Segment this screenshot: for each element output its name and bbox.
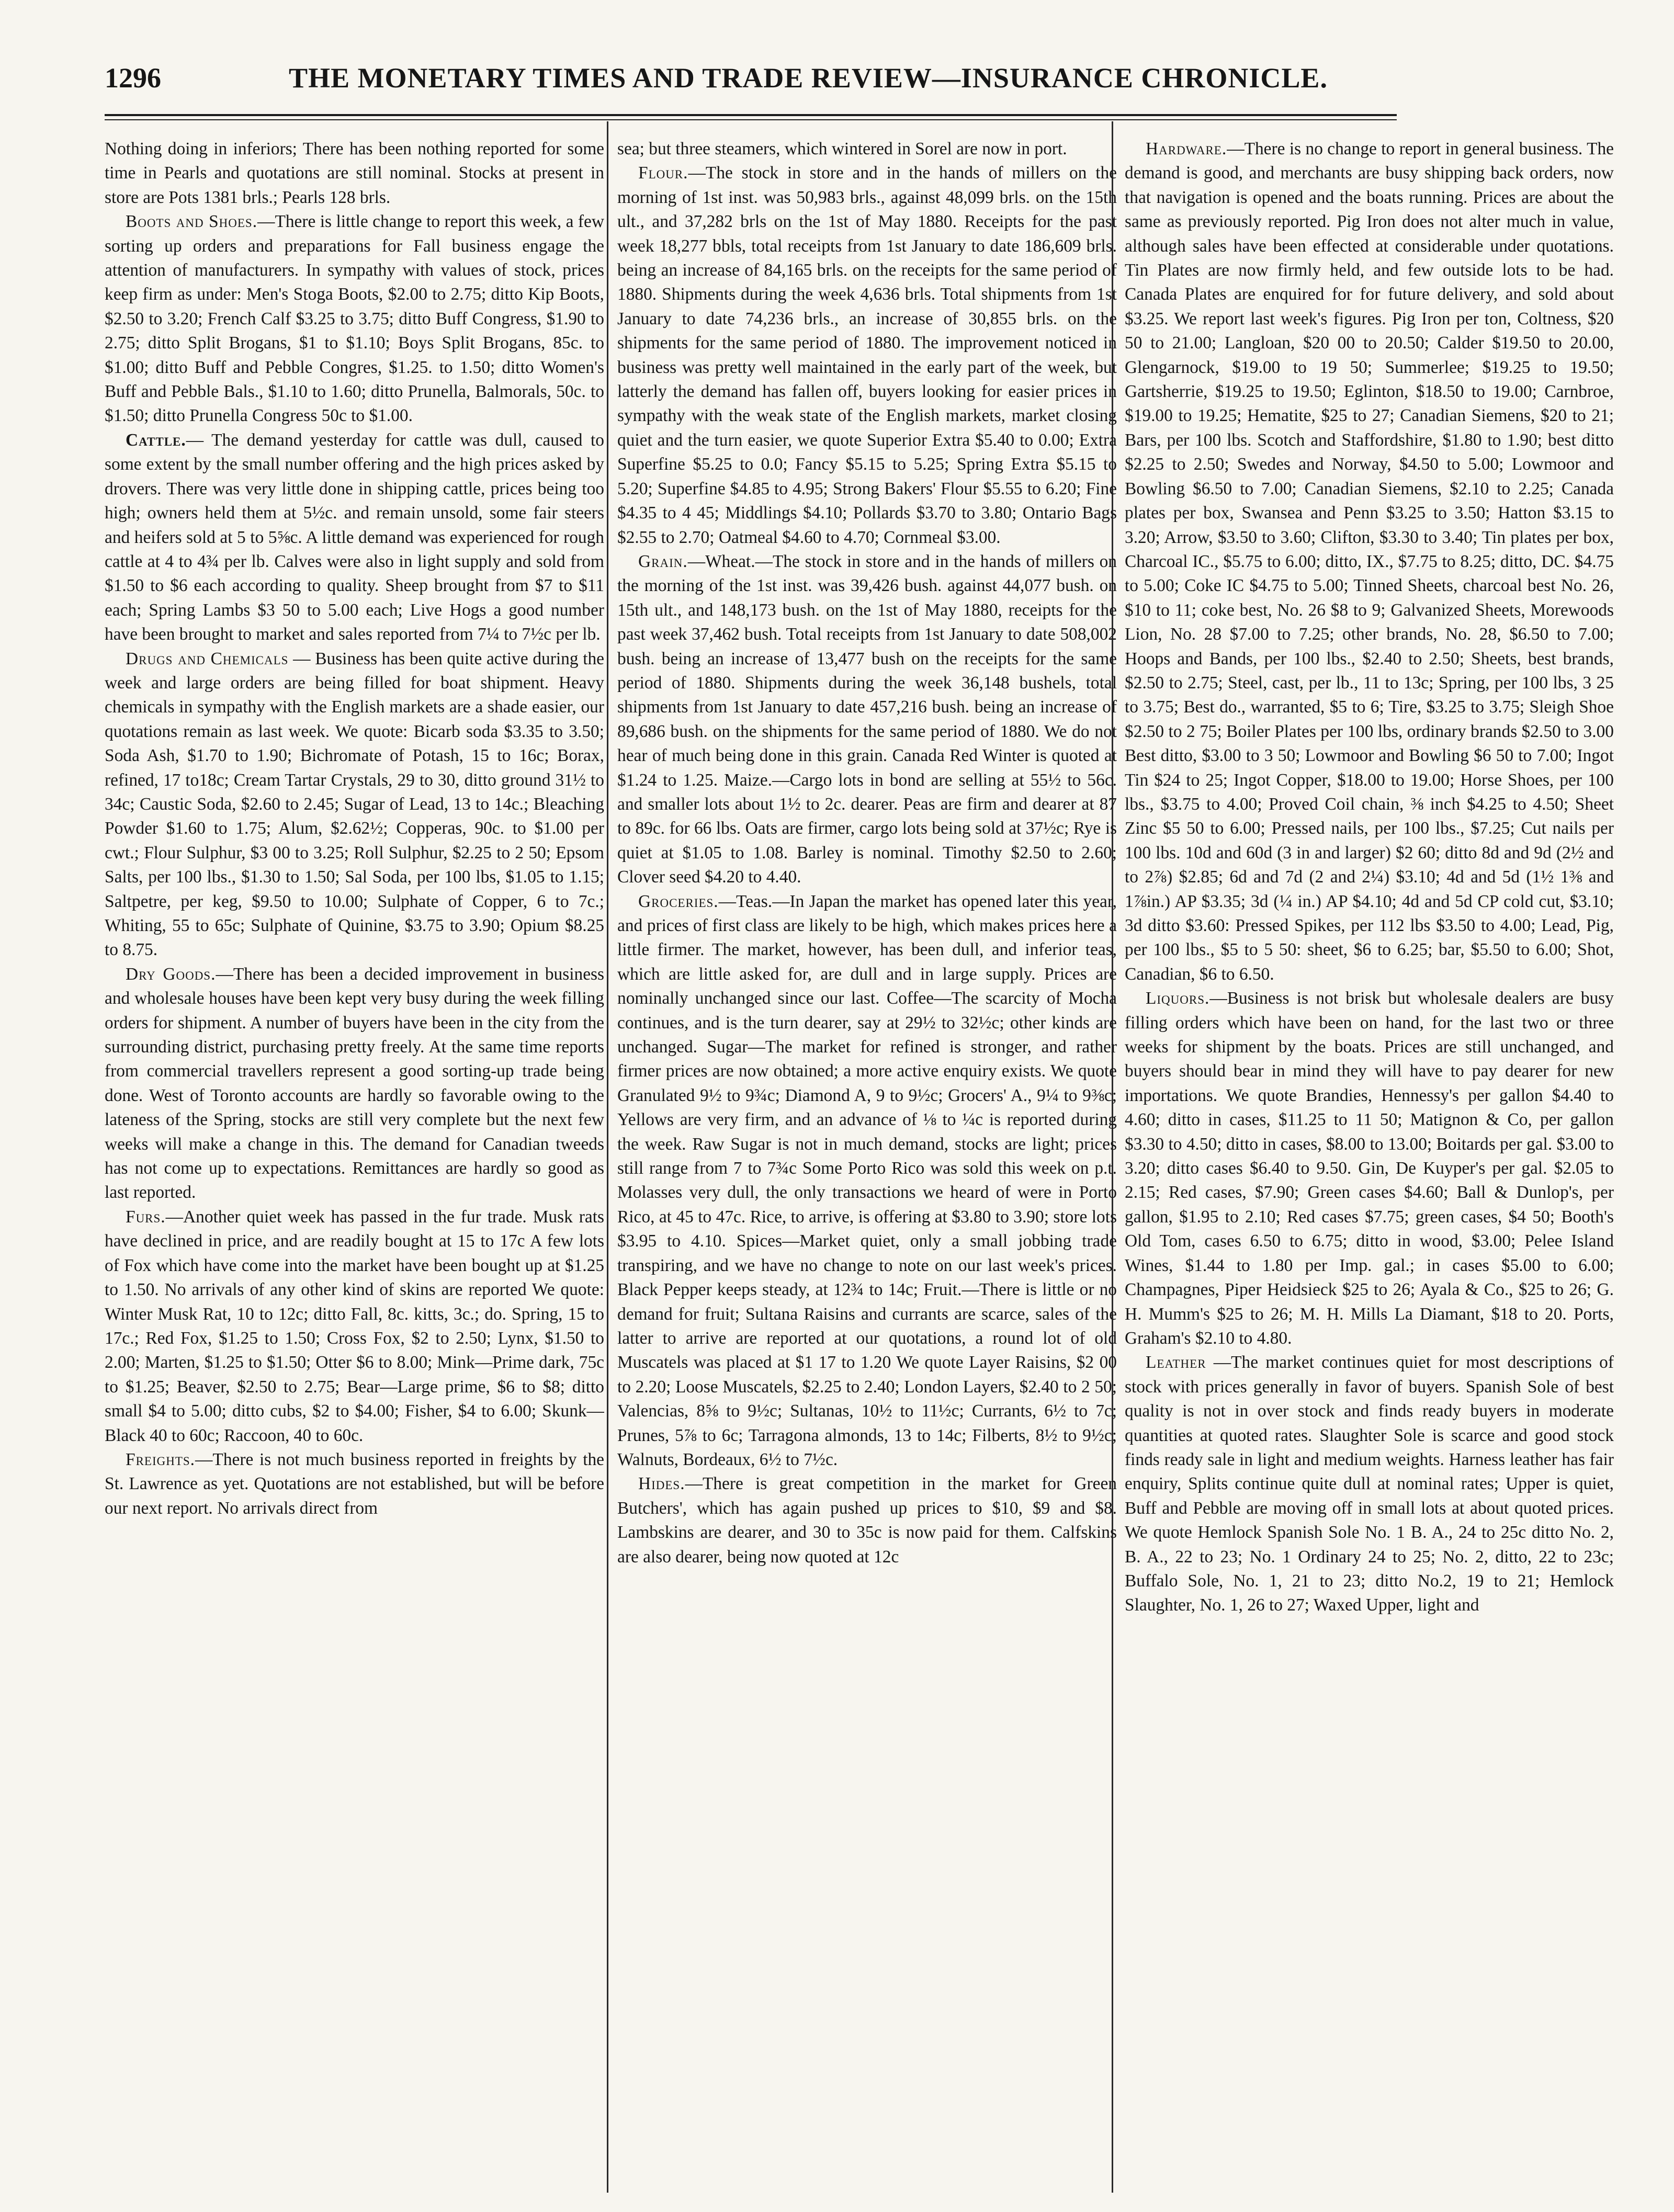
section-heading: Liquors. bbox=[1146, 989, 1210, 1008]
article-body: —Another quiet week has passed in the fur trade. Musk rats have declined in price, and are readily bought at 15 to 17c A few lots of Fox which have come into the market have been bought up at $1.25 to 1.50. No arrivals of any other kind of skins are reported We quote: Winter Musk Rat, 10 to 12c; ditto Fall, 8c. kitts, 3c.; do. Spring, 15 to 17c.; Red Fox, $1.25 to 1.50; Cross Fox, $2 to 2.50; Lynx, $1.50 to 2.00; Marten, $1.25 to $1.50; Otter $6 to 8.00; Mink—Prime dark, 75c to $1.25; Beaver, $2.50 to 2.75; Bear—Large prime, $6 to $8; ditto small $4 to 5.00; ditto cubs, $2 to $4.00; Fisher, $4 to 6.00; Skunk—Black 40 to 60c; Raccoon, 40 to 60c. bbox=[105, 1207, 604, 1445]
article-freights bbox=[105, 1448, 604, 1521]
article-body: —Business is not brisk but wholesale dealers are busy filling orders which have been on hand, for the last two or three weeks for shipment by the boats. Prices are still unchanged, and buyers should bear in mind they will have to pay dearer for new importations. We quote Brandies, Hennessy's per gallon $4.40 to 4.60; ditto in cases, $11.25 to 11 50; Matignon & Co, per gallon $3.30 to 4.50; ditto in cases, $8.00 to 13.00; Boitards per gal. $3.00 to 3.20; ditto cases $6.40 to 9.50. Gin, De Kuyper's per gal. $2.05 to 2.15; Red cases, $7.90; Green cases $4.60; Ball & Dunlop's, per gallon, $1.95 to 2.10; Red cases $7.75; green cases, $4 50; Booth's Old Tom, cases 6.50 to 6.75; ditto in wood, $3.00; Pelee Island Wines, $1.44 to 1.80 per Imp. gal.; in cases $5.00 to 6.00; Champagnes, Piper Heidsieck $25 to 26; Ayala & Co., $25 to 26; G. H. Mumm's $25 to 26; M. H. Mills La Diamant, $18 to 20. Ports, Graham's $2.10 to 4.80. bbox=[1125, 989, 1614, 1348]
article-furs bbox=[105, 1205, 604, 1448]
article-boots-and-shoes bbox=[105, 210, 604, 428]
article-body: —The market continues quiet for most descriptions of stock with prices generally in favor of buyers. Spanish Sole of best quality is not in over stock and finds ready buyers in moderate quantities at quoted rates. Slaughter Sole is scarce and good stock finds ready sale in light and medium weights. Harness leather has fair enquiry, Splits continue quite dull at nominal rates; Upper is quiet, Buff and Pebble are moving off in small lots at about quoted prices. We quote Hemlock Spanish Sole No. 1 B. A., 24 to 25c ditto No. 2, B. A., 22 to 23; No. 1 Ordinary 24 to 25; No. 2, ditto, 22 to 23c; Buffalo Sole, No. 1, 21 to 23; ditto No.2, 19 to 21; Hemlock Slaughter, No. 1, 26 to 27; Waxed Upper, light and bbox=[1125, 1353, 1614, 1615]
section-heading: Hardware. bbox=[1146, 139, 1227, 158]
section-heading: Cattle. bbox=[126, 430, 186, 450]
article-body: — Business has been quite active during the week and large orders are being filled for boat shipment. Heavy chemicals in sympathy with the English markets are a shade easier, our quotations remain as last week. We quote: Bicarb soda $3.35 to 3.50; Soda Ash, $1.70 to 1.90; Bichromate of Potash, 15 to 16c; Borax, refined, 17 to18c; Cream Tartar Crystals, 29 to 30, ditto ground 31½ to 34c; Caustic Soda, $2.60 to 2.45; Sugar of Lead, 13 to 14c.; Bleaching Powder $1.60 to 1.75; Alum, $2.62½; Copperas, 90c. to $1.00 per cwt.; Flour Sulphur, $3 00 to 3.25; Roll Sulphur, $2.25 to 2 50; Epsom Salts, per 100 lbs., $1.30 to 1.50; Sal Soda, per 100 lbs, $1.05 to 1.15; Saltpetre, per keg, $9.50 to 10.00; Sulphate of Copper, 6 to 7c.; Whiting, 55 to 65c; Sulphate of Quinine, $3.75 to 3.90; Opium $8.25 to 8.75. bbox=[105, 649, 604, 960]
section-heading: Furs. bbox=[126, 1207, 166, 1227]
article-leather bbox=[1125, 1351, 1614, 1617]
article-body: —Wheat.—The stock in store and in the hands of millers on the morning of the 1st inst. was 39,426 bush. against 44,077 bush. on 15th ult., and 148,173 bush. on the 1st of May 1880, receipts for the past week 37,462 bush. Total receipts from 1st January to date 508,002 bush. being an increase of 13,477 bush on the receipts for the same period of 1880. Shipments during the week 36,148 bushels, total shipments from 1st January to date 457,216 bush. being an increase of 89,686 bush. on the shipments for the same period of 1880. We do not hear of much being done in this grain. Canada Red Winter is quoted at $1.24 to 1.25. Maize.—Cargo lots in bond are selling at 55½ to 56c. and smaller lots about 1½ to 2c. dearer. Peas are firm and dearer at 87 to 89c. for 66 lbs. Oats are firmer, cargo lots being sold at 37½c; Rye is quiet at $1.05 to 1.08. Barley is nominal. Timothy $2.50 to 2.60; Clover seed $4.20 to 4.40. bbox=[617, 551, 1117, 887]
header-rule-thin bbox=[105, 119, 1397, 120]
section-heading: Boots and Shoes. bbox=[126, 212, 258, 232]
page-number: 1296 bbox=[105, 62, 161, 94]
section-heading: Flour. bbox=[638, 163, 688, 183]
section-heading: Groceries. bbox=[638, 891, 719, 911]
article-freights-tail: sea; but three steamers, which wintered in Sorel are now in port. bbox=[617, 139, 1067, 158]
masthead-title: THE MONETARY TIMES AND TRADE REVIEW—INSURANCE CHRONICLE. bbox=[289, 62, 1328, 94]
article-hides bbox=[617, 1472, 1117, 1569]
article-potash-tail: Nothing doing in inferiors; There has been nothing reported for some time in Pearls and quotations are still nominal. Stocks at present in store are Pots 1381 brls.; Pearls 128 brls. bbox=[105, 139, 604, 207]
article-groceries bbox=[617, 890, 1117, 1472]
article-body: —There has been a decided improvement in business and wholesale houses have been kept very busy during the week filling orders for shipment. A number of buyers have been in the city from the surrounding district, purchasing pretty freely. At the same time reports from commercial travellers represent a good sorting-up trade being done. West of Toronto accounts are hardly so favorable owing to the lateness of the Spring, stocks are still very complete but the next few weeks will make a change in this. The demand for Canadian tweeds has not come up to expectations. Remittances are hardly so good as last reported. bbox=[105, 964, 604, 1203]
section-heading: Freights. bbox=[126, 1449, 196, 1469]
article-flour bbox=[617, 161, 1117, 550]
article-grain bbox=[617, 550, 1117, 890]
article-body: —There is no change to report in general business. The demand is good, and merchants are busy shipping back orders, now that navigation is opened and the boats running. Prices are about the same as previously reported. Pig Iron does not alter much in value, although sales have been effected at considerable under quotations. Tin Plates are now firmly held, and few outside lots to be had. Canada Plates are enquired for for future delivery, and sold about $3.25. We report last week's figures. Pig Iron per ton, Coltness, $20 50 to 21.00; Langloan, $20 00 to 20.50; Calder $19.50 to 20.00, Glengarnock, $19.00 to 19 50; Summerlee; $19.25 to 19.50; Gartsherrie, $19.25 to 19.50; Eglinton, $18.50 to 19.00; Carnbroe, $19.00 to 19.25; Hematite, $25 to 27; Canadian Siemens, $20 to 21; Bars, per 100 lbs. Scotch and Staffordshire, $1.80 to 1.90; best ditto $2.25 to 2.50; Swedes and Norway, $4.50 to 5.00; Lowmoor and Bowling $6.50 to 7.00; Canadian Siemens, $2.10 to 2.25; Canada plates per box, Swansea and Penn $3.25 to 3.50; Hatton $3.15 to 3.20; Arrow, $3.50 to 3.60; Clifton, $3.30 to 3.40; Tin plates per box, Charcoal IC., $5.75 to 6.00; ditto, IX., $7.75 to 8.25; ditto, DC. $4.75 to 5.00; Coke IC $4.75 to 5.00; Tinned Sheets, charcoal best No. 26, $10 to 11; coke best, No. 26 $8 to 9; Galvanized Sheets, Morewoods Lion, No. 28 $7.00 to 7.25; other brands, No. 28, $6.50 to 7.00; Hoops and Bands, per 100 lbs., $2.40 to 2.50; Sheets, best brands, $2.50 to 2.75; Steel, cast, per lb., 11 to 13c; Spring, per 100 lbs, 3 25 to 3.75; Best do., warranted, $5 to 6; Tire, $3.25 to 3.75; Sleigh Shoe $2.50 to 2 75; Boiler Plates per 100 lbs, ordinary brands $2.50 to 3.00 Best ditto, $3.00 to 3 50; Lowmoor and Bowling $6 50 to 7.00; Ingot Tin $24 to 25; Ingot Copper, $18.00 to 19.00; Horse Shoes, per 100 lbs., $3.75 to 4.00; Proved Coil chain, ⅜ inch $4.25 to 4.50; Sheet Zinc $5 50 to 6.00; Pressed nails, per 100 lbs., $7.25; Cut nails per 100 lbs. 10d and 60d (3 in and larger) $2 60; ditto 8d and 9d (2½ and to 2⅞) $2.85; 6d and 7d (2 and 2¼) $3.10; 4d and 5d (1½ 1⅜ and 1⅞in.) AP $3.35; 3d (¼ in.) AP $4.10; 4d and 5d CP cold cut, $3.10; 3d ditto $3.60: Pressed Spikes, per 112 lbs $3.50 to 4.00; Lead, Pig, per 100 lbs., $5 to 5 50: sheet, $6 to 6.25; bar, $5.50 to 6.00; Shot, Canadian, $6 to 6.50. bbox=[1125, 139, 1614, 984]
article-drugs bbox=[105, 647, 604, 962]
article-cattle bbox=[105, 428, 604, 647]
article-liquors bbox=[1125, 986, 1614, 1351]
section-heading: Dry Goods. bbox=[126, 964, 216, 984]
article-body: —There is little change to report this week, a few sorting up orders and preparations for Fall business engage the attention of manufacturers. In sympathy with values of stock, prices keep firm as under: Men's Stoga Boots, $2.00 to 2.75; ditto Kip Boots, $2.50 to 3.20; French Calf $3.25 to 3.75; ditto Buff Congress, $1.90 to 2.75; ditto Split Brogans, $1 to $1.10; Boys Split Brogans, 85c. to $1.00; ditto Buff and Pebble Congres, $1.25. to 1.50; ditto Women's Buff and Pebble Bals., $1.10 to 1.60; ditto Prunella, Balmorals, 50c. to $1.50; ditto Prunella Congress 50c to $1.00. bbox=[105, 212, 604, 426]
header-rule bbox=[105, 114, 1397, 116]
column-2 bbox=[617, 137, 1117, 2198]
column-3 bbox=[1125, 137, 1614, 2198]
article-hardware bbox=[1125, 137, 1614, 986]
article-dry-goods bbox=[105, 962, 604, 1205]
section-heading: Leather bbox=[1146, 1353, 1206, 1372]
article-body: —Teas.—In Japan the market has opened later this year, and prices of first class are likely to be high, which makes prices here a little firmer. The market, however, has been dull, and inferior teas, which are little asked for, are dull and in large supply. Prices are nominally unchanged since our last. Coffee—The scarcity of Mocha continues, and is the turn dearer, say at 29½ to 32½c; other kinds are unchanged. Sugar—The market for refined is stronger, and rather firmer prices are now obtained; a more active enquiry exists. We quote Granulated 9½ to 9¾c; Diamond A, 9 to 9½c; Grocers' A., 9¼ to 9⅜c; Yellows are very firm, and an advance of ⅛ to ¼c is reported during the week. Raw Sugar is not in much demand, stocks are light; prices still range from 7 to 7¾c Some Porto Rico was sold this week on p.t. Molasses very dull, the only transactions we heard of were in Porto Rico, at 45 to 47c. Rice, to arrive, is offering at $3.80 to 3.90; store lots $3.95 to 4.10. Spices—Market quiet, only a small jobbing trade transpiring, and we have no change to note on our last week's prices. Black Pepper keeps steady, at 12¾ to 14c; Fruit.—There is little or no demand for fruit; Sultana Raisins and currants are scarce, sales of the latter to arrive are reported at our quotations, a round lot of old Muscatels was placed at $1 17 to 1.20 We quote Layer Raisins, $2 00 to 2.20; Loose Muscatels, $2.25 to 2.40; London Layers, $2.40 to 2 50; Valencias, 8⅝ to 9½c; Sultanas, 10½ to 11½c; Currants, 6½ to 7c; Prunes, 5⅞ to 6c; Tarragona almonds, 13 to 14c; Filberts, 8½ to 9½c; Walnuts, Bordeaux, 6½ to 7½c. bbox=[617, 891, 1117, 1469]
article-body: —The stock in store and in the hands of millers on the morning of 1st inst. was 50,983 brls., against 48,099 brls. on the 15th ult., and 37,282 brls on the 1st of May 1880. Receipts for the past week 18,277 bbls, total receipts from 1st January to date 186,609 brls. being an increase of 84,165 brls. on the receipts for the same period of 1880. Shipments during the week 4,636 brls. Total shipments from 1st January to date 74,236 brls., an increase of 30,855 brls. on the shipments for the same period of 1880. The improvement noticed in business was pretty well maintained in the early part of the week, but latterly the demand has fallen off, buyers looking for easier prices in sympathy with the weak state of the English markets, market closing quiet and the turn easier, we quote Superior Extra $5.40 to 0.00; Extra Superfine $5.25 to 0.0; Fancy $5.15 to 5.25; Spring Extra $5.15 to 5.20; Superfine $4.85 to 4.95; Strong Bakers' Flour $5.55 to 6.20; Fine $4.35 to 4 45; Middlings $4.10; Pollards $3.70 to 3.80; Ontario Bags $2.55 to 2.70; Oatmeal $4.60 to 4.70; Cornmeal $3.00. bbox=[617, 163, 1117, 547]
article-body: —There is not much business reported in freights by the St. Lawrence as yet. Quotations are not established, but will be before our next report. No arrivals direct from bbox=[105, 1449, 604, 1518]
section-heading: Drugs and Chemicals bbox=[126, 649, 289, 668]
column-1 bbox=[105, 137, 604, 2198]
page-header bbox=[105, 62, 1397, 104]
section-heading: Grain. bbox=[638, 551, 688, 571]
article-body: —There is great competition in the market for Green Butchers', which has again pushed up prices to $10, $9 and $8. Lambskins are dearer, and 30 to 35c is now paid for them. Calfskins are also dearer, being now quoted at 12c bbox=[617, 1474, 1117, 1567]
column-divider-1 bbox=[607, 121, 608, 2193]
section-heading: Hides. bbox=[638, 1474, 685, 1494]
article-body: — The demand yesterday for cattle was dull, caused to some extent by the small number offering and the high prices asked by drovers. There was very little done in shipping cattle, prices being too high; owners held them at 5½c. and remain unsold, some fair steers and heifers sold at 5 to 5⅝c. A little demand was experienced for rough cattle at 4 to 4¾ per lb. Calves were also in light supply and sold from $1.50 to $6 each according to quality. Sheep brought from $7 to $11 each; Spring Lambs $3 50 to 5.00 each; Live Hogs a good number have been brought to market and sales reported from 7¼ to 7½c per lb. bbox=[105, 430, 604, 644]
